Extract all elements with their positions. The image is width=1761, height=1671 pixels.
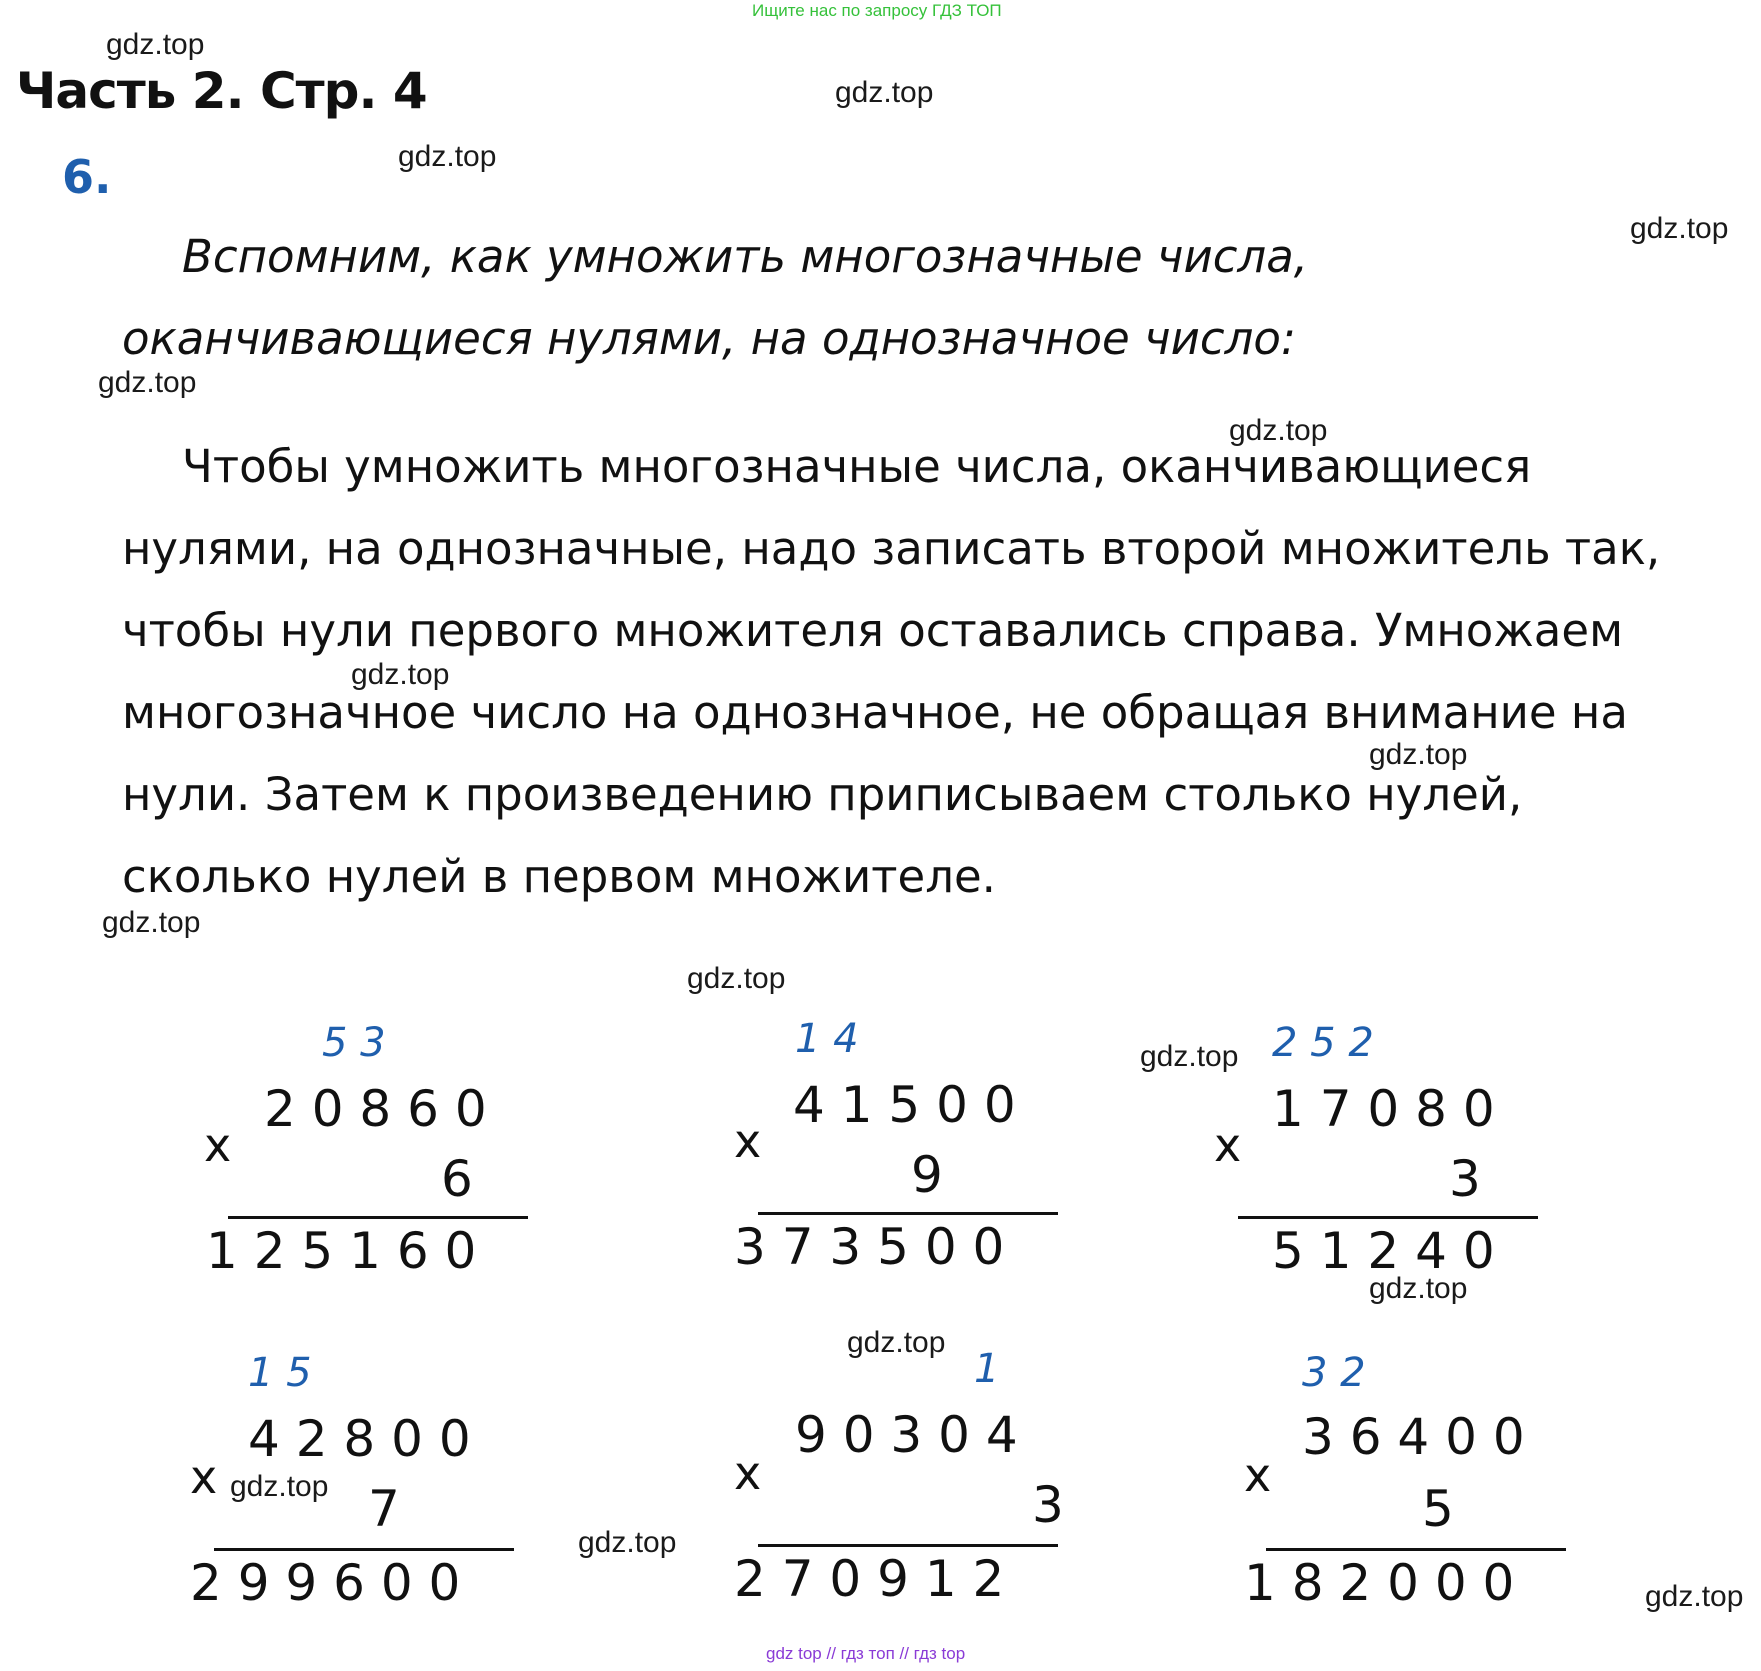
watermark: gdz.top <box>578 1526 677 1559</box>
multiply-sign: x <box>734 1114 762 1168</box>
rule-line: сколько нулей в первом множителе. <box>122 850 996 903</box>
intro-line: оканчивающиеся нулями, на однозначное число: <box>122 312 1297 365</box>
result-line <box>758 1212 1058 1215</box>
product: 1 8 2 0 0 0 <box>1244 1554 1515 1612</box>
product: 2 9 9 6 0 0 <box>190 1554 461 1612</box>
result-line <box>1266 1548 1566 1551</box>
carry-digits: 5 3 <box>322 1020 386 1066</box>
second-factor: 3 <box>1032 1476 1064 1534</box>
watermark: gdz.top <box>1369 1272 1468 1305</box>
watermark: gdz.top <box>106 28 205 61</box>
first-factor: 9 0 3 0 4 <box>795 1406 1018 1464</box>
watermark: gdz.top <box>1369 738 1468 771</box>
rule-line: многозначное число на однозначное, не обращая внимание на <box>122 686 1628 739</box>
rule-line: Чтобы умножить многозначные числа, оканчивающиеся <box>182 440 1532 493</box>
multiply-sign: x <box>734 1446 762 1500</box>
watermark: gdz.top <box>1140 1040 1239 1073</box>
watermark: gdz.top <box>398 140 497 173</box>
multiply-sign: x <box>1244 1448 1272 1502</box>
rule-line: чтобы нули первого множителя оставались справа. Умножаем <box>122 604 1624 657</box>
task-number: 6. <box>62 150 112 204</box>
multiply-sign: x <box>1214 1118 1242 1172</box>
first-factor: 3 6 4 0 0 <box>1302 1408 1525 1466</box>
product: 5 1 2 4 0 <box>1272 1222 1495 1280</box>
watermark: gdz.top <box>1229 414 1328 447</box>
rule-line: нулями, на однозначные, надо записать второй множитель так, <box>122 522 1661 575</box>
first-factor: 4 2 8 0 0 <box>248 1410 471 1468</box>
result-line <box>214 1548 514 1551</box>
bottom-banner: gdz top // гдз топ // гдз top <box>766 1644 966 1663</box>
carry-digits: 1 4 <box>795 1016 859 1062</box>
rule-line: нули. Затем к произведению приписываем столько нулей, <box>122 768 1523 821</box>
product: 2 7 0 9 1 2 <box>734 1550 1005 1608</box>
carry-digits: 1 5 <box>248 1350 312 1396</box>
watermark: gdz.top <box>102 906 201 939</box>
result-line <box>758 1544 1058 1547</box>
result-line <box>1238 1216 1538 1219</box>
carry-digits: 2 5 2 <box>1272 1020 1374 1066</box>
carry-digits: 1 <box>974 1346 1000 1392</box>
product: 1 2 5 1 6 0 <box>206 1222 477 1280</box>
second-factor: 9 <box>911 1146 943 1204</box>
first-factor: 4 1 5 0 0 <box>793 1076 1016 1134</box>
carry-digits: 3 2 <box>1302 1350 1366 1396</box>
watermark: gdz.top <box>1645 1580 1744 1613</box>
top-banner: Ищите нас по запросу ГДЗ ТОП <box>752 1 1002 20</box>
multiply-sign: x <box>190 1450 218 1504</box>
first-factor: 1 7 0 8 0 <box>1272 1080 1495 1138</box>
multiply-sign: x <box>204 1118 232 1172</box>
second-factor: 3 <box>1449 1150 1481 1208</box>
watermark: gdz.top <box>98 366 197 399</box>
intro-line: Вспомним, как умножить многозначные числа, <box>182 230 1309 283</box>
second-factor: 5 <box>1422 1480 1454 1538</box>
watermark: gdz.top <box>1630 212 1729 245</box>
product: 3 7 3 5 0 0 <box>734 1218 1005 1276</box>
second-factor: 6 <box>441 1150 473 1208</box>
watermark: gdz.top <box>835 76 934 109</box>
first-factor: 2 0 8 6 0 <box>264 1080 487 1138</box>
page-title: Часть 2. Стр. 4 <box>16 62 427 120</box>
watermark: gdz.top <box>687 962 786 995</box>
result-line <box>228 1216 528 1219</box>
watermark: gdz.top <box>847 1326 946 1359</box>
second-factor: 7 <box>368 1480 400 1538</box>
watermark: gdz.top <box>230 1470 329 1503</box>
watermark: gdz.top <box>351 658 450 691</box>
